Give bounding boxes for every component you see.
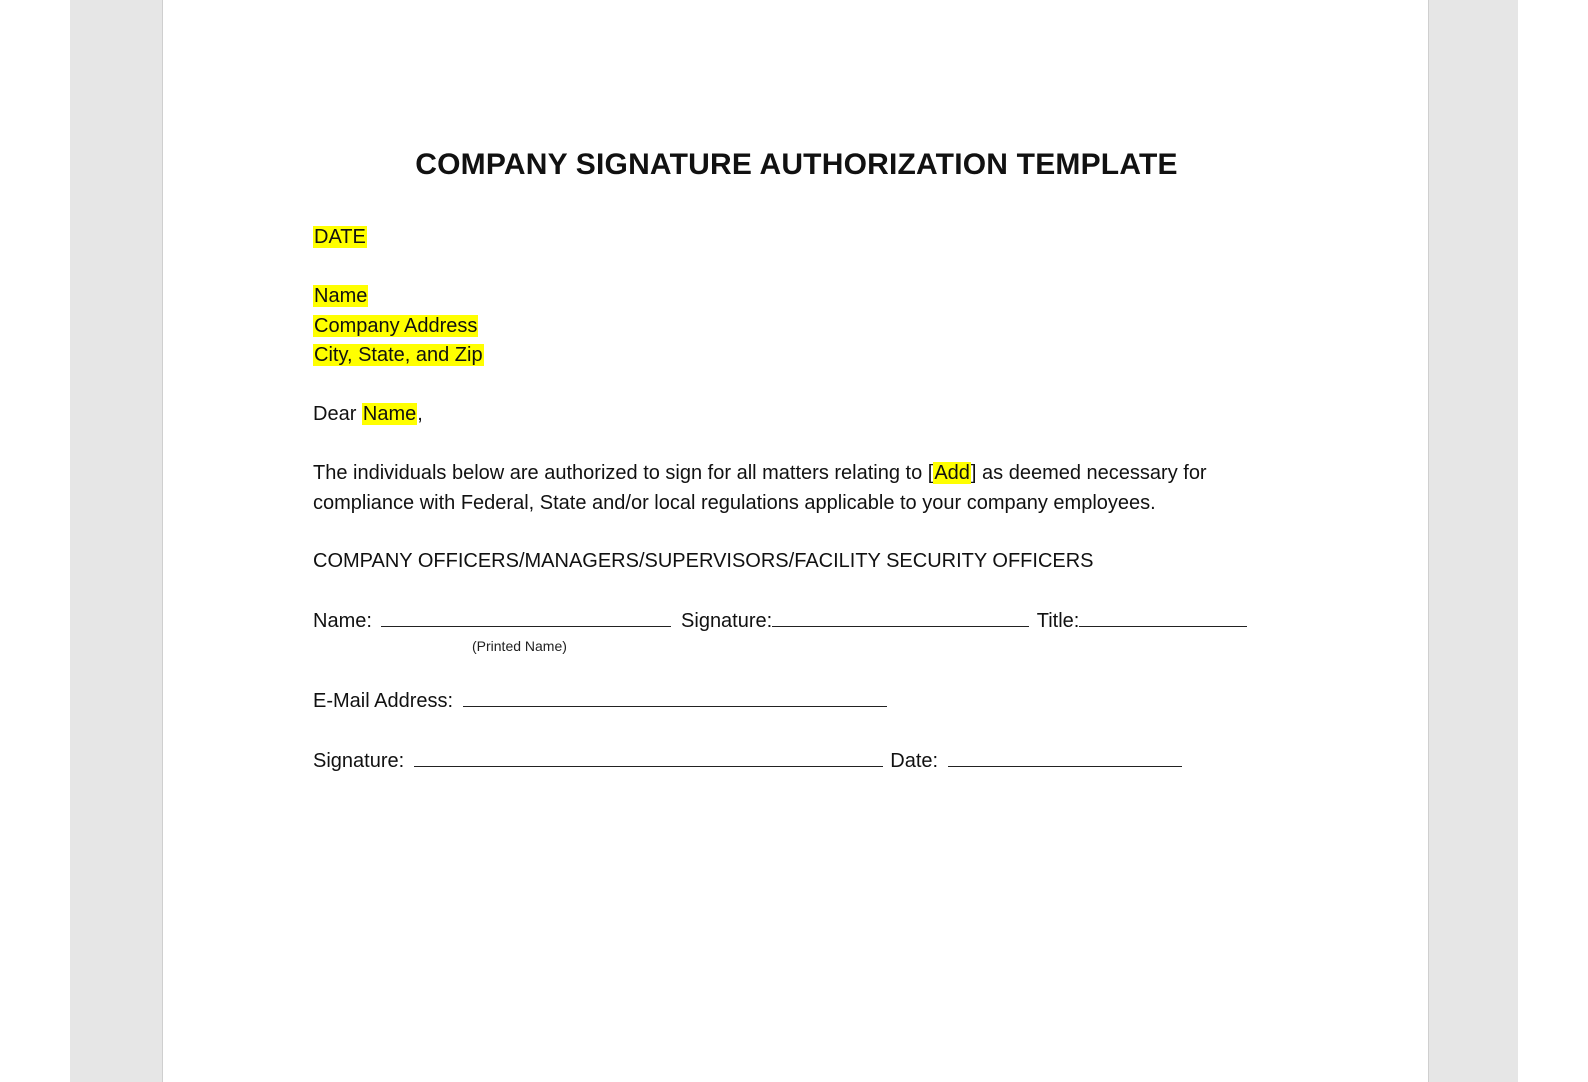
email-row xyxy=(313,686,887,716)
date-placeholder[interactable]: DATE xyxy=(314,226,366,248)
signature2-label: Signature: xyxy=(313,750,405,772)
body-add-placeholder[interactable]: Add xyxy=(934,462,970,484)
section-heading: COMPANY OFFICERS/MANAGERS/SUPERVISORS/FACILITY SECURITY OFFICERS xyxy=(313,550,1094,572)
signature-date-row xyxy=(313,746,1182,776)
body-line-1 xyxy=(313,458,1207,488)
body-line-2: compliance with Federal, State and/or local regulations applicable to your company employees. xyxy=(313,492,1156,514)
document-page xyxy=(162,0,1429,1082)
salutation-name-placeholder[interactable]: Name xyxy=(362,403,417,425)
name-label: Name: xyxy=(313,610,372,632)
signature2-field[interactable] xyxy=(414,746,883,767)
name-signature-title-row xyxy=(313,606,1247,636)
title-field[interactable] xyxy=(1079,606,1247,627)
company-address-placeholder[interactable]: Company Address xyxy=(314,315,478,337)
address-name-line xyxy=(313,281,368,311)
signature-field[interactable] xyxy=(772,606,1029,627)
printed-name-note: (Printed Name) xyxy=(472,638,567,654)
salutation-suffix: , xyxy=(417,403,423,425)
document-body xyxy=(163,0,1430,1082)
address-city-line xyxy=(313,340,484,370)
email-label: E-Mail Address: xyxy=(313,690,454,712)
document-title: COMPANY SIGNATURE AUTHORIZATION TEMPLATE xyxy=(415,148,1178,181)
body-text-part1: The individuals below are authorized to sign for all matters relating to [ xyxy=(313,462,934,484)
name-field[interactable] xyxy=(381,606,671,627)
city-state-zip-placeholder[interactable]: City, State, and Zip xyxy=(314,344,483,366)
address-company-line xyxy=(313,311,478,341)
address-name-placeholder[interactable]: Name xyxy=(314,285,368,307)
date-line xyxy=(313,222,367,252)
body-text-part2: ] as deemed necessary for xyxy=(970,462,1207,484)
document-canvas xyxy=(70,0,1518,1082)
title-label: Title: xyxy=(1036,610,1080,632)
salutation-prefix: Dear xyxy=(313,403,362,425)
date-field[interactable] xyxy=(948,746,1182,767)
date-label: Date: xyxy=(890,750,939,772)
signature-label: Signature: xyxy=(681,610,773,632)
salutation-line xyxy=(313,399,423,429)
email-field[interactable] xyxy=(463,686,887,707)
